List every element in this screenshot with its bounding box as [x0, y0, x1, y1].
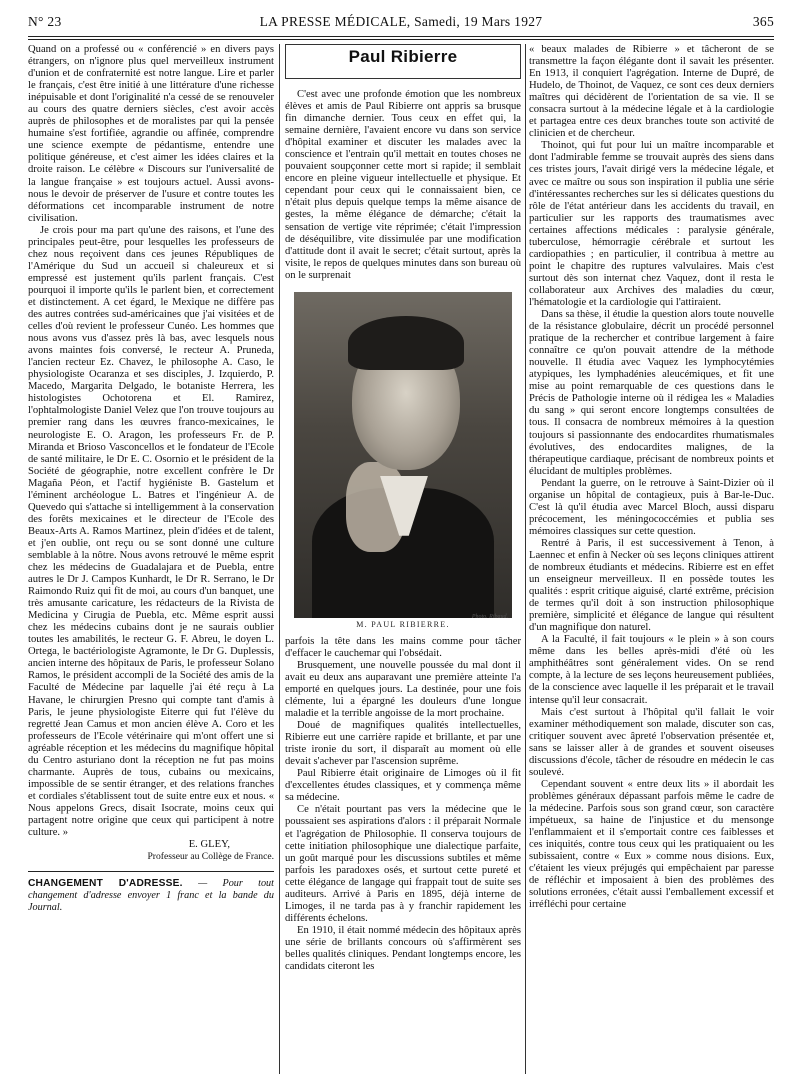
- page-header: [28, 14, 774, 36]
- author-signature: E. GLEY,: [188, 839, 230, 851]
- section-rule: [28, 871, 274, 872]
- column-left: [28, 44, 274, 1074]
- paragraph: Dans sa thèse, il étudie la question alors toute nouvelle de la résistance globulaire, décrit un procédé personnel pratique de la rechercher et contribue largement à faire connaître ce qu'on pouvait attendre de la méthode nouvelle. Il étudia avec Vaquez les lymphocytémies atypiques, les lymphadénies aleucémiques, et fit une mise au point remarquable de ces questions dans le Précis de Pathologie interne où il rédigea les « Maladies du sang » qui seront encore longtemps consultées de tous. Il consacra de nombreux mémoires à la question toujours si passionnante des endocardites rhumatismales évolutives, des endocardites malignes, de la thérapeutique cardiaque, précisant de nombreux points et élucidant de multiples problèmes.: [529, 309, 774, 477]
- page-number: 365: [752, 14, 774, 29]
- author-title: Professeur au Collège de France.: [147, 851, 274, 863]
- paragraph: A la Faculté, il fait toujours « le plein » à son cours même dans les belles après-midi d'été où les amphithéâtres sont généralement vides. On se rend compte, à la lecture de ses leçons heureusement publiées, de la conscience avec laquelle il les préparait et le travail intense qu'il leur consacrait.: [529, 634, 774, 706]
- paragraph: Cependant souvent « entre deux lits » il abordait les problèmes généraux dépassant parfois même le cadre de la médecine. Parfois sous son grand cœur, son caractère impétueux, sa haine de l'injustice et du mensonge l'enflammaient et il s'emportait contre ces faiblesses et ces iniquités, contre tous ceux qui les pratiquaient ou les subissaient, contre « Eux » comme nous disions. Eux, c'étaient les vieux préjugés qui empêchaient par paresse de réfléchir et imposaient à bien des problèmes des solutions erronées, c'était aussi l'emballement excessif et irréfléchi pour certaine: [529, 778, 774, 911]
- paragraph: Rentré à Paris, il est successivement à Tenon, à Laennec et enfin à Necker où ses leçons cliniques attirent de nombreux étudiants et médecins. Ribierre est en effet un enseigneur merveilleux. Il en possède toutes les qualités : esprit critique aiguisé, clarté extrême, précision de termes qu'il doit à son instruction philosophique première, simplicité et élégance de langue qui résultent d'un magnifique don naturel.: [529, 537, 774, 634]
- paragraph: Brusquement, une nouvelle poussée du mal dont il avait eu deux ans auparavant une première atteinte l'a emporté en quelques jours. La destinée, pour une fois clémente, lui a épargné les douleurs d'une longue maladie et la terrible angoisse de la mort prochaine.: [285, 659, 521, 720]
- paragraph: Thoinot, qui fut pour lui un maître incomparable et dont l'admirable femme se trouvait auprès des siens dans ces tristes jours, l'avait dirigé vers la médecine légale, et avec ce maître ou sous son inspiration il publia une série d'intéressantes recherches sur les si délicates questions du rôle de l'état antérieur dans les accidents du travail, en particulier sur les rapports des traumatismes avec certaines affections médicales : paralysie générale, tuberculose, hémorragie cérébrale et surtout les cardiopathies ; en particulier, il contribua à mettre au point le chapitre des ruptures valvulaires. Mais c'est surtout dès son internat chez Vaquez, dont il resta le collaborateur aux Archives des maladies du cœur, l'hématologie et la cardiologie qui l'attiraient.: [529, 140, 774, 308]
- column-middle: [285, 44, 521, 1074]
- photo-credit: Photo. Ribaud.: [471, 613, 508, 620]
- photo-caption-band: [294, 613, 512, 632]
- paragraph: Mais c'est surtout à l'hôpital qu'il fallait le voir examiner méthodiquement son malade, discuter son cas, critiquer souvent avec âpreté l'observation présentée et, sans se laisser aller à de grandes et souvent oiseuses discussions d'école, tâcher de résoudre en médecin le cas soulevé.: [529, 706, 774, 778]
- paragraph: Paul Ribierre était originaire de Limoges où il fit d'excellentes études classiques, et y commença même sa médecine.: [285, 768, 521, 804]
- paragraph: Doué de magnifiques qualités intellectuelles, Ribierre eut une carrière rapide et brillante, et par une triste ironie du sort, il disparaît au moment où elle devait s'achever par l'ascension suprême.: [285, 720, 521, 768]
- paragraph: En 1910, il était nommé médecin des hôpitaux après une série de brillants concours où s'affirmèrent ses belles qualités cliniques. Pendant longtemps encore, les candidats citeront les: [285, 924, 521, 973]
- paragraph: Quand on a professé ou « conférencié » en divers pays étrangers, on n'ignore plus quel merveilleux instrument d'union et de confraternité est notre langue. Lire et parler le français, c'est être initié à une littérature d'une richesse inépuisable et dont l'originalité n'a cessé de se renouveler au cours des quatre derniers siècles, c'est avoir accès auprès de philosophes et de moralistes par qui la pensée humaine s'est fortifiée, agrandie ou affinée, comprendre une science exempte de pédantisme, entendre une politique généreuse, et c'est aimer les idées claires et la droite raison. Le célèbre « Discours sur l'universalité de la langue française » est toujours actuel. Aussi avons-nous le devoir de préserver de l'usure et contre toutes les déformations cet incomparable instrument de notre civilisation.: [28, 44, 274, 224]
- paragraph: « beaux malades de Ribierre » et tâcheront de se transmettre la façon élégante dont il savait les présenter. En 1913, il conquiert l'agrégation. Interne de Dupré, de Hudelo, de Thoinot, de Vaquez, ce sont ces deux derniers maîtres qui décidèrent de l'orientation de sa vie. Il se consacra surtout à la médecine légale et à la cardiologie et partagea entre ces deux branches toute son activité de clinicien et de chercheur.: [529, 44, 774, 140]
- column-divider: [525, 44, 526, 1074]
- column-right: [529, 44, 774, 1074]
- article-title: Paul Ribierre: [348, 47, 458, 66]
- paragraph: Pendant la guerre, on le retrouve à Saint-Dizier où il organise un hôpital de contagieux, puis à Bar-le-Duc. C'est là qu'il étudia avec Marcel Bloch, aussi disparu précocement, les méningococcémies et publia ses mémoires classiques sur cette question.: [529, 477, 774, 537]
- address-change-notice: [28, 878, 274, 914]
- article-title-box: [285, 44, 521, 79]
- notice-title: CHANGEMENT D'ADRESSE.: [28, 878, 183, 890]
- photo-caption: M. PAUL RIBIERRE.: [356, 619, 450, 629]
- issue-number: N° 23: [28, 14, 62, 29]
- photo-hair: [348, 316, 464, 370]
- notice-text: — Pour tout changement d'adresse envoyer 1 franc et la bande du Journal.: [28, 878, 274, 914]
- journal-title: LA PRESSE MÉDICALE, Samedi, 19 Mars 1927: [259, 14, 543, 29]
- paragraph: parfois la tête dans les mains comme pour tâcher d'effacer le cauchemar qui l'obsédait.: [285, 635, 521, 659]
- paragraph: Je crois pour ma part qu'une des raisons, et l'une des principales peut-être, pour lesquelles les professeurs de chez nous reçoivent dans ces jeunes Républiques de l'Amérique du Sud un accueil si chaleureux et si empressé est justement qu'ils parlent français. C'est pourquoi il importe qu'ils le parlent bien, et correctement et distinctement. A cet égard, le Mexique ne diffère pas des autres contrées sud-américaines que j'ai visitées et de celles d'où revient le professeur Cunéo. Les hommes que nous avons vus d'assez près là bas, avec lesquels nous avons maintes fois conversé, le recteur A. Pruneda, l'ancien recteur Ez. Chavez, le philosophe A. Caso, le physiologiste Ocaranza et ses disciples, J. Izquierdo, P. Macedo, Margarita Delgado, le botaniste Herrera, les histologistes Ochotorena et El. Ramirez, l'ophtalmologiste Daniel Velez que l'on trouve toujours au premier rang dans les œuvres franco-mexicaines, le neurologiste E. O. Aragon, les professeurs Fr. de P. Miranda et Brioso Vasconcellos et le fondateur de l'Ecole de santé militaire, le Dr E. C. Osornio et le président de la Société de géographie, notre excellent confrère le Dr Magaña Péon, et l'actif hygiéniste B. Gastelum et l'éminent archéologue L. Batres et l'ingénieur A. de Quevedo qui s'attache si intelligemment à la conservation des forêts mexicaines et le directeur de l'Ecole des Beaux-Arts A. Ramos Martinez, plein d'idées et de talent, et j'en oublie, ont reçu ou se sont donné une culture semblable à la nôtre. Nous avons retrouvé le même esprit chez les médecins de Guadalajara et de Puebla, entre autres le Dr J. Campos Kunhardt, le Dr R. Serrano, le Dr Raimondo Ruiz qui fit de moi, au cours d'un banquet, une très amusante caricature, les rédacteurs de la Rivista de Medicina y Cirugia de Puebla, etc. Même esprit aussi chez les médecins cubains dont je ne saurais oublier toutes les amabilités, le recteur G. F. Abreu, le doyen L. Ortega, le bactériologiste Agramonte, le Dr G. Duplessis, ancien interne des hôpitaux de Paris, le professeur Solano Ramos, le président accompli de la Société des amis de la Faculté de Médecine par laquelle j'ai été reçu à La Havane, le chirurgien Presno qui compte tant d'amis à Paris, le jeune physiologiste Eiterre qui fut l'élève du regretté Jean Camus et mon ancien élève A. Coro et les professeurs de l'Ecole vétérinaire qui m'ont offert une si agréable réception et les médecins du magnifique hôpital du Centro asturiano dont la réception ne fut pas moins charmante. Auprès de tous, cubains ou mexicains, impossible de se sentir étranger, et des relations franches et cordiales s'établissent tout de suite entre eux et nous. « Nous appelons Grecs, disait Isocrate, moins ceux qui partagent notre origine que ceux qui participent à notre culture. »: [28, 224, 274, 839]
- header-rule: [28, 36, 774, 40]
- column-divider: [279, 44, 280, 1074]
- portrait-photo: [294, 292, 512, 632]
- paragraph: Ce n'était pourtant pas vers la médecine que le poussaient ses aspirations d'alors : il préparait Normale et l'agrégation de Philosophie. Il conserva toujours de cette initiation philosophique une dialectique parfaite, un goût marqué pour les discussions subtiles et même parfois les paradoxes osés, et surtout cette pureté et cette élégance de langage qui frappait tout de suite ses auditeurs. Arrivé à Paris en 1895, déjà interne de Limoges, il ne tarda pas à y franchir rapidement les différents échelons.: [285, 804, 521, 924]
- paragraph: C'est avec une profonde émotion que les nombreux élèves et amis de Paul Ribierre ont appris sa brusque fin dimanche dernier. Tous ceux en effet qui, la semaine dernière, l'avaient encore vu dans son service d'hôpital examiner et discuter les malades avec la conscience et l'entrain qu'il mettait en toutes choses ne pouvaient soupçonner cette mort si rapide; il semblait encore en pleine vigueur intellectuelle et physique. Et cependant pour ceux qui le connaissaient bien, ce n'était plus depuis quelque temps la même aisance de gestes, la même élégance de démarche; c'était la sensation de vertige vite réprimée; c'était l'impression de déséquilibre, vite dissimulée par une modification d'attitude dont il avait le secret; c'était surtout, après la visite, le repos de quelques minutes dans son bureau où on le surprenait: [285, 89, 521, 281]
